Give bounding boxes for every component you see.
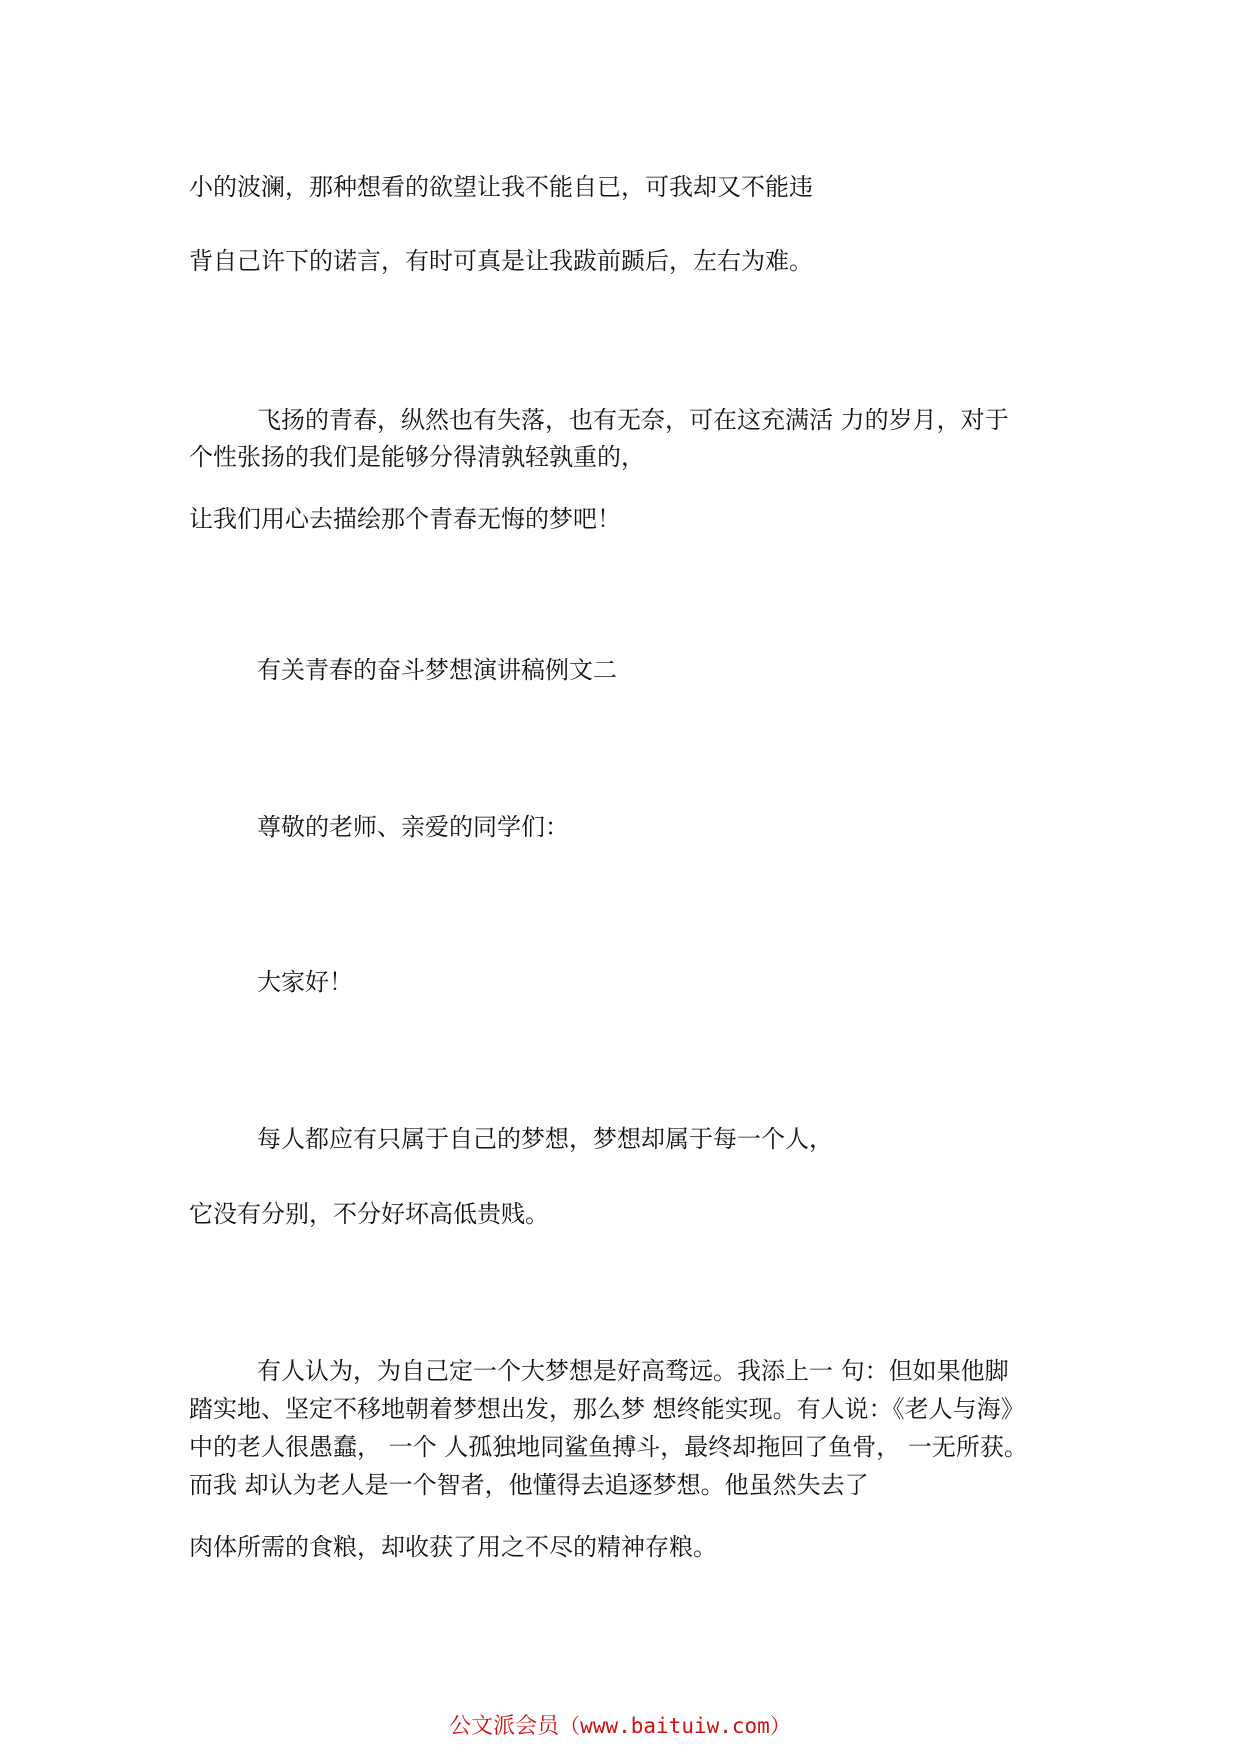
greeting: 大家好！	[257, 968, 353, 996]
text-line: 个性张扬的我们是能够分得清孰轻孰重的，	[189, 443, 645, 471]
footer-watermark	[0, 1712, 1240, 1741]
section-heading: 有关青春的奋斗梦想演讲稿例文二	[257, 656, 617, 684]
salutation: 尊敬的老师、亲爱的同学们：	[257, 813, 569, 841]
text-line: 飞扬的青春，纵然也有失落，也有无奈，可在这充满活 力的岁月，对于	[257, 406, 1009, 434]
text-line: 小的波澜，那种想看的欲望让我不能自已，可我却又不能违	[189, 173, 813, 201]
text-line: 背自己许下的诺言，有时可真是让我跋前踬后，左右为难。	[189, 247, 813, 275]
text-line: 中的老人很愚蠢， 一个 人孤独地同鲨鱼搏斗，最终却拖回了鱼骨， 一无所获。	[189, 1433, 1028, 1461]
text-line: 而我 却认为老人是一个智者，他懂得去追逐梦想。他虽然失去了	[189, 1471, 869, 1499]
text-line: 踏实地、坚定不移地朝着梦想出发，那么梦 想终能实现。有人说：《老人与海》	[189, 1395, 1025, 1423]
text-line: 让我们用心去描绘那个青春无悔的梦吧！	[189, 505, 621, 533]
text-line: 每人都应有只属于自己的梦想，梦想却属于每一个人，	[257, 1125, 833, 1153]
footer-url[interactable]: （www.baituiw.com）	[559, 1714, 791, 1738]
text-line: 有人认为，为自己定一个大梦想是好高骛远。我添上一 句：但如果他脚	[257, 1357, 1009, 1385]
text-line: 肉体所需的食粮，却收获了用之不尽的精神存粮。	[189, 1533, 717, 1561]
text-line: 它没有分别，不分好坏高低贵贱。	[189, 1200, 549, 1228]
footer-site-name: 公文派会员	[449, 1714, 560, 1739]
